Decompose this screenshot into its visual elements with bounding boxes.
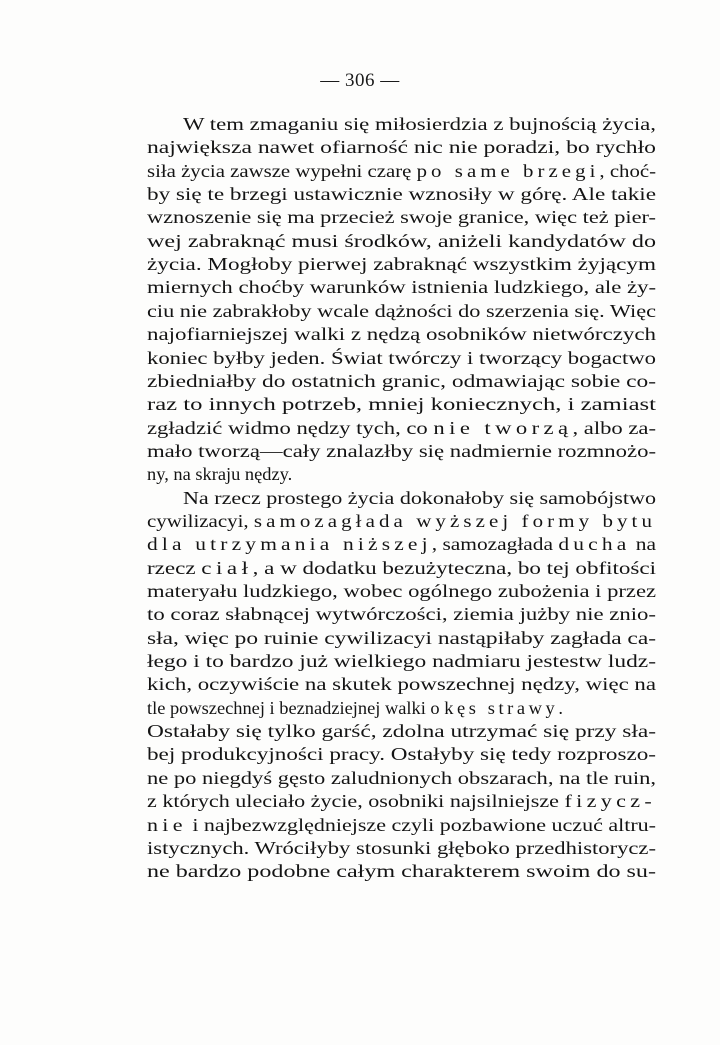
text-span: wznoszenie się ma przecież swoje granice, więc też pier- <box>147 207 657 228</box>
text-line <box>147 182 656 206</box>
text-line <box>147 135 656 159</box>
text-line <box>147 813 656 837</box>
text-span: raz to innych potrzeb, mniej koniecznych, i zamiast <box>147 394 657 415</box>
text-line <box>147 742 656 766</box>
text-span: rzecz <box>147 557 202 578</box>
text-line <box>183 486 656 510</box>
text-span: najofiarniejszej walki z nędzą osobników nietwórczych <box>147 324 656 345</box>
text-span: Na rzecz prostego życia dokonałoby się samobójstwo <box>183 487 657 508</box>
text-span: na <box>630 534 656 555</box>
text-line <box>147 532 656 556</box>
text-line <box>147 789 656 813</box>
text-span: ny, na skraju nędzy. <box>147 464 293 485</box>
text-span: siła życia zawsze wypełni czarę <box>147 160 417 181</box>
text-span: miernych choćby warunków istnienia ludzkiego, ale ży- <box>147 277 657 298</box>
text-line <box>147 836 656 860</box>
text-line <box>147 322 656 346</box>
text-line <box>147 346 656 370</box>
text-span: cywilizacyi, <box>147 510 254 531</box>
text-span: koniec byłby jeden. Świat twórczy i tworzący bogactwo <box>147 347 656 368</box>
text-span: W tem zmaganiu się miłosierdzia z bujnością życia, <box>183 114 656 134</box>
text-span: życia. Mogłoby pierwej zabraknąć wszystkim żyjącym <box>147 254 657 275</box>
text-span: z których uleciało życie, osobniki najsilniejsze <box>147 791 565 812</box>
text-span: mało tworzą—cały znalazłby się nadmiernie rozmnożo- <box>147 440 657 461</box>
text-line <box>147 462 292 486</box>
text-span: , choć- <box>599 160 657 181</box>
text-line <box>147 696 563 720</box>
emphasized-text: ducha <box>558 534 631 555</box>
text-span: sła, więc po ruinie cywilizacyi nastąpiłaby zagłada ca- <box>147 627 656 648</box>
emphasized-text: fizycz- <box>564 791 657 812</box>
emphasized-text: dla utrzymania niższej <box>147 534 432 555</box>
text-span: największa nawet ofiarność nic nie poradzi, bo rychło <box>147 137 656 158</box>
text-span: łego i to bardzo już wielkiego nadmiaru jestestw ludz- <box>147 651 657 672</box>
text-span: ne po niegdyś gęsto zaludnionych obszarach, na tle ruin, <box>147 767 657 788</box>
text-span: , samozagłada <box>431 534 559 555</box>
text-span: by się te brzegi ustawicznie wznosiły w górę. Ale takie <box>147 184 656 205</box>
text-span: tle powszechnej i beznadziejnej walki o <box>147 697 445 718</box>
text-line <box>147 649 656 673</box>
text-line <box>147 205 656 229</box>
text-line <box>147 766 656 790</box>
text-span: wej zabraknąć musi środków, aniżeli kandydatów do <box>147 230 657 251</box>
text-span: kich, oczywiście na skutek powszechnej nędzy, więc na <box>147 674 657 695</box>
text-line <box>147 579 656 603</box>
text-span: . <box>558 697 563 718</box>
emphasized-text: nie tworzą <box>433 417 573 438</box>
text-line <box>183 112 656 136</box>
text-line <box>147 229 656 253</box>
text-span: materyału ludzkiego, wobec ogólnego zubożenia i przez <box>147 581 657 601</box>
text-span: , a w dodatku bezużyteczna, bo tej obfitości <box>252 557 657 578</box>
text-span: to coraz słabnącej wytwórczości, ziemia jużby nie znio- <box>147 604 656 625</box>
text-line <box>147 416 656 440</box>
text-span: Ostałaby się tylko garść, zdolna utrzymać się przy sła- <box>147 721 657 742</box>
text-span: istycznych. Wróciłyby stosunki głęboko przedhistorycz- <box>147 837 656 858</box>
emphasized-text: samozagłada wyższej formy bytu <box>253 510 657 531</box>
text-span: ciu nie zabrakłoby wcale dążności do szerzenia się. Więc <box>147 300 657 321</box>
text-span: zgładzić widmo nędzy tych, co <box>147 417 434 438</box>
text-span: , albo za- <box>572 417 657 438</box>
text-line <box>147 672 656 696</box>
emphasized-text: kęs strawy <box>444 697 559 718</box>
text-span: zbiedniałby do ostatnich granic, odmawiając sobie co- <box>147 370 657 391</box>
text-line <box>147 602 656 626</box>
emphasized-text: nie <box>147 814 187 835</box>
text-line <box>147 719 656 743</box>
page-number: — 306 — <box>320 70 400 91</box>
emphasized-text: po same brzegi <box>416 160 600 181</box>
text-line <box>147 275 656 299</box>
text-line <box>147 439 656 463</box>
text-line <box>147 159 656 183</box>
text-span: bej produkcyjności pracy. Ostałyby się tedy rozproszo- <box>147 744 656 765</box>
text-line <box>147 252 656 276</box>
text-line <box>147 859 656 883</box>
text-line <box>147 392 656 416</box>
text-line <box>147 626 656 650</box>
text-line <box>147 556 656 580</box>
text-line <box>147 369 656 393</box>
emphasized-text: ciał <box>201 557 253 578</box>
text-line <box>147 299 656 323</box>
text-span: ne bardzo podobne całym charakterem swoim do su- <box>147 861 657 882</box>
text-span: i najbezwzględniejsze czyli pozbawione uczuć altru- <box>186 814 656 835</box>
text-line <box>147 509 656 533</box>
